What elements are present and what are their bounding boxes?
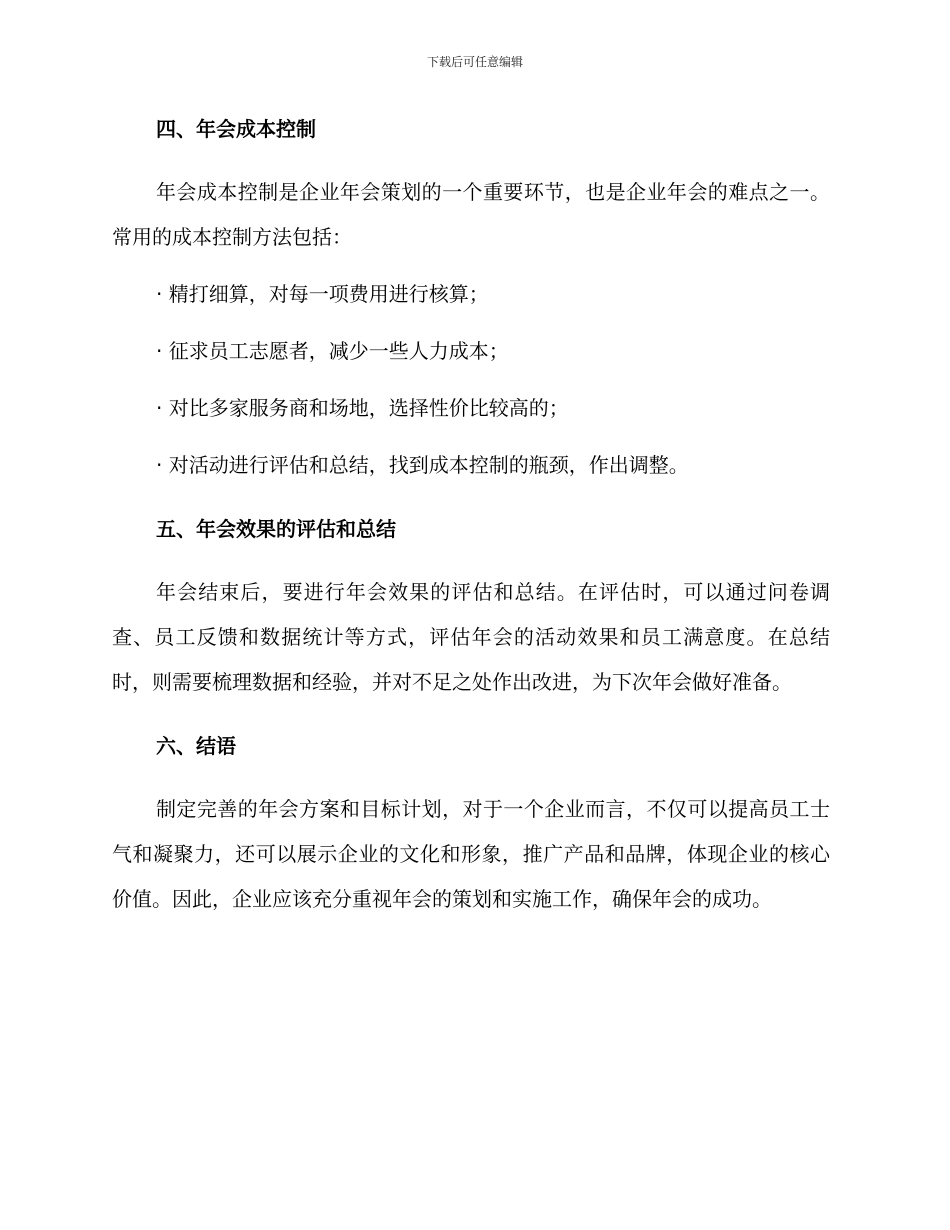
list-item-cost-method-4: · 对活动进行评估和总结，找到成本控制的瓶颈，作出调整。 [156, 453, 689, 477]
document-body [112, 113, 830, 922]
list-item-cost-method-1: · 精打细算，对每一项费用进行核算； [156, 282, 489, 306]
page-header-watermark: 下载后可任意编辑 [426, 55, 523, 69]
section-heading-cost-control: 四、年会成本控制 [156, 117, 316, 141]
list-item-cost-method-3: · 对比多家服务商和场地，选择性价比较高的； [156, 396, 569, 420]
paragraph-evaluation: 年会结束后，要进行年会效果的评估和总结。在评估时，可以通过问卷调查、员工反馈和数据统计等方式，评估年会的活动效果和员工满意度。在总结时，则需要梳理数据和经验，并对不足之处作出改进，为下次年会做好准备。 [112, 580, 830, 694]
section-heading-evaluation: 五、年会效果的评估和总结 [156, 517, 396, 541]
section-heading-conclusion: 六、结语 [156, 734, 236, 758]
paragraph-conclusion: 制定完善的年会方案和目标计划，对于一个企业而言，不仅可以提高员工士气和凝聚力，还可以展示企业的文化和形象，推广产品和品牌，体现企业的核心价值。因此，企业应该充分重视年会的策划和实施工作，确保年会的成功。 [112, 797, 830, 911]
list-item-cost-method-2: · 征求员工志愿者，减少一些人力成本； [156, 339, 509, 363]
paragraph-cost-control-intro: 年会成本控制是企业年会策划的一个重要环节，也是企业年会的难点之一。常用的成本控制方法包括： [112, 180, 830, 249]
